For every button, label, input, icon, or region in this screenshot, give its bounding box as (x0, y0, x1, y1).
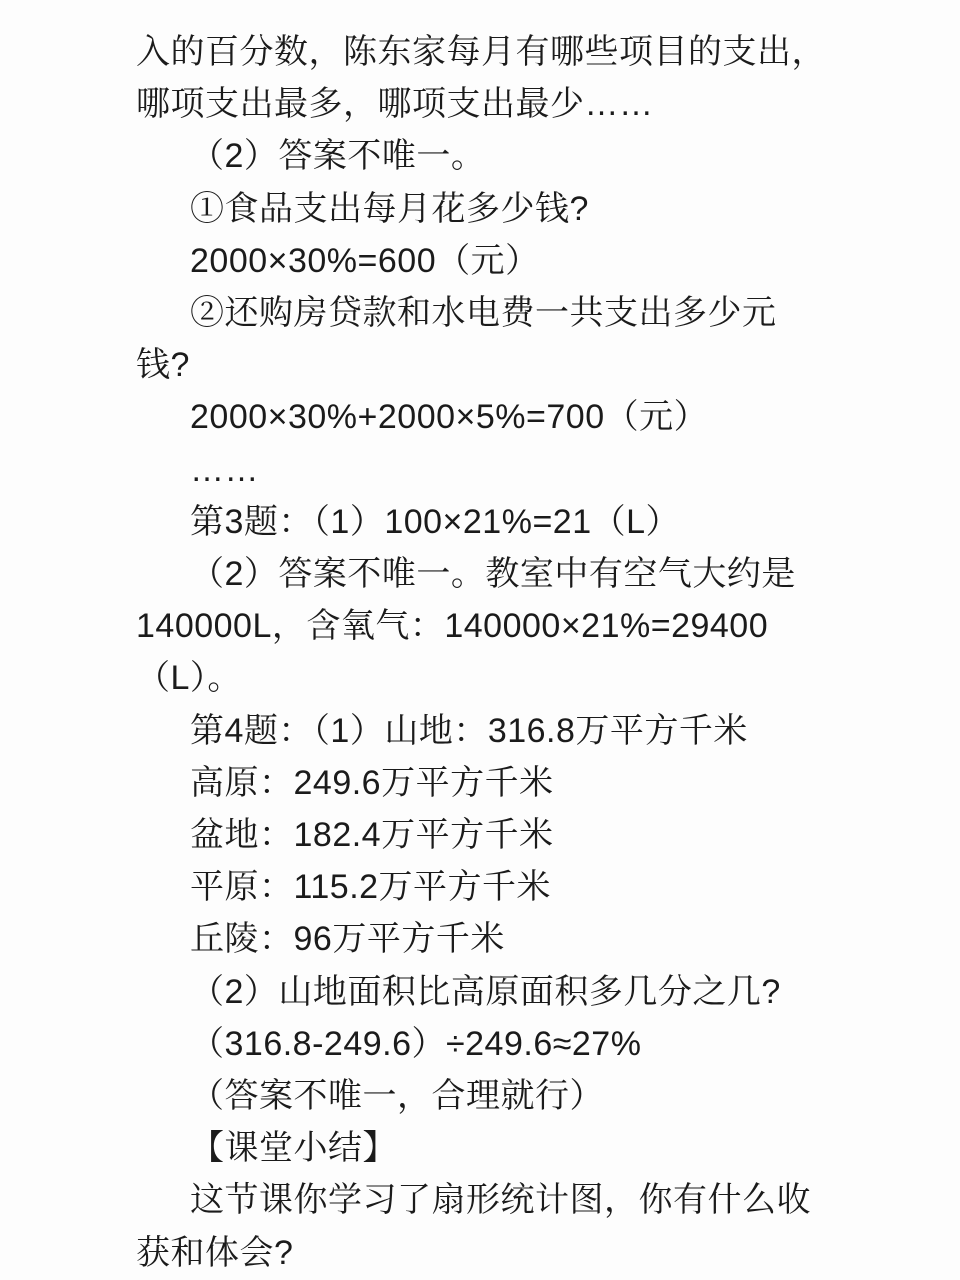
text-line: 丘陵：96万平方千米 (190, 920, 505, 959)
text-line: 第3题：（1）100×21%=21（L） (190, 502, 681, 541)
text-line: （L）。 (136, 659, 242, 698)
text-line: （2）山地面积比高原面积多几分之几? (190, 972, 781, 1011)
text-line: …… (190, 450, 259, 489)
text-line: 平原：115.2万平方千米 (190, 868, 552, 907)
text-line: 【课堂小结】 (190, 1129, 397, 1168)
text-line: 第4题：（1）山地：316.8万平方千米 (190, 711, 748, 750)
text-line: ①食品支出每月花多少钱? (190, 189, 589, 228)
text-line: ②还购房贷款和水电费一共支出多少元 (190, 294, 777, 333)
text-line: 这节课你学习了扇形统计图，你有什么收 (190, 1181, 811, 1220)
text-line: 哪项支出最多，哪项支出最少…… (136, 85, 654, 124)
text-line: （答案不唯一，合理就行） (190, 1077, 604, 1116)
text-line: 2000×30%=600（元） (190, 241, 540, 280)
text-line: 入的百分数，陈东家每月有哪些项目的支出， (136, 33, 826, 71)
text-line: 2000×30%+2000×5%=700（元） (190, 398, 709, 437)
text-line: 获和体会? (136, 1233, 294, 1272)
text-line: 140000L，含氧气：140000×21%=29400 (136, 607, 769, 646)
text-line: 高原：249.6万平方千米 (190, 763, 554, 802)
text-line: 盆地：182.4万平方千米 (190, 816, 554, 855)
text-line: （2）答案不唯一。 (190, 137, 486, 176)
text-line: （2）答案不唯一。教室中有空气大约是 (190, 555, 796, 594)
text-line: （316.8-249.6）÷249.6≈27% (190, 1024, 642, 1063)
text-lines-container (136, 26, 860, 1279)
text-line: 钱? (136, 346, 190, 385)
